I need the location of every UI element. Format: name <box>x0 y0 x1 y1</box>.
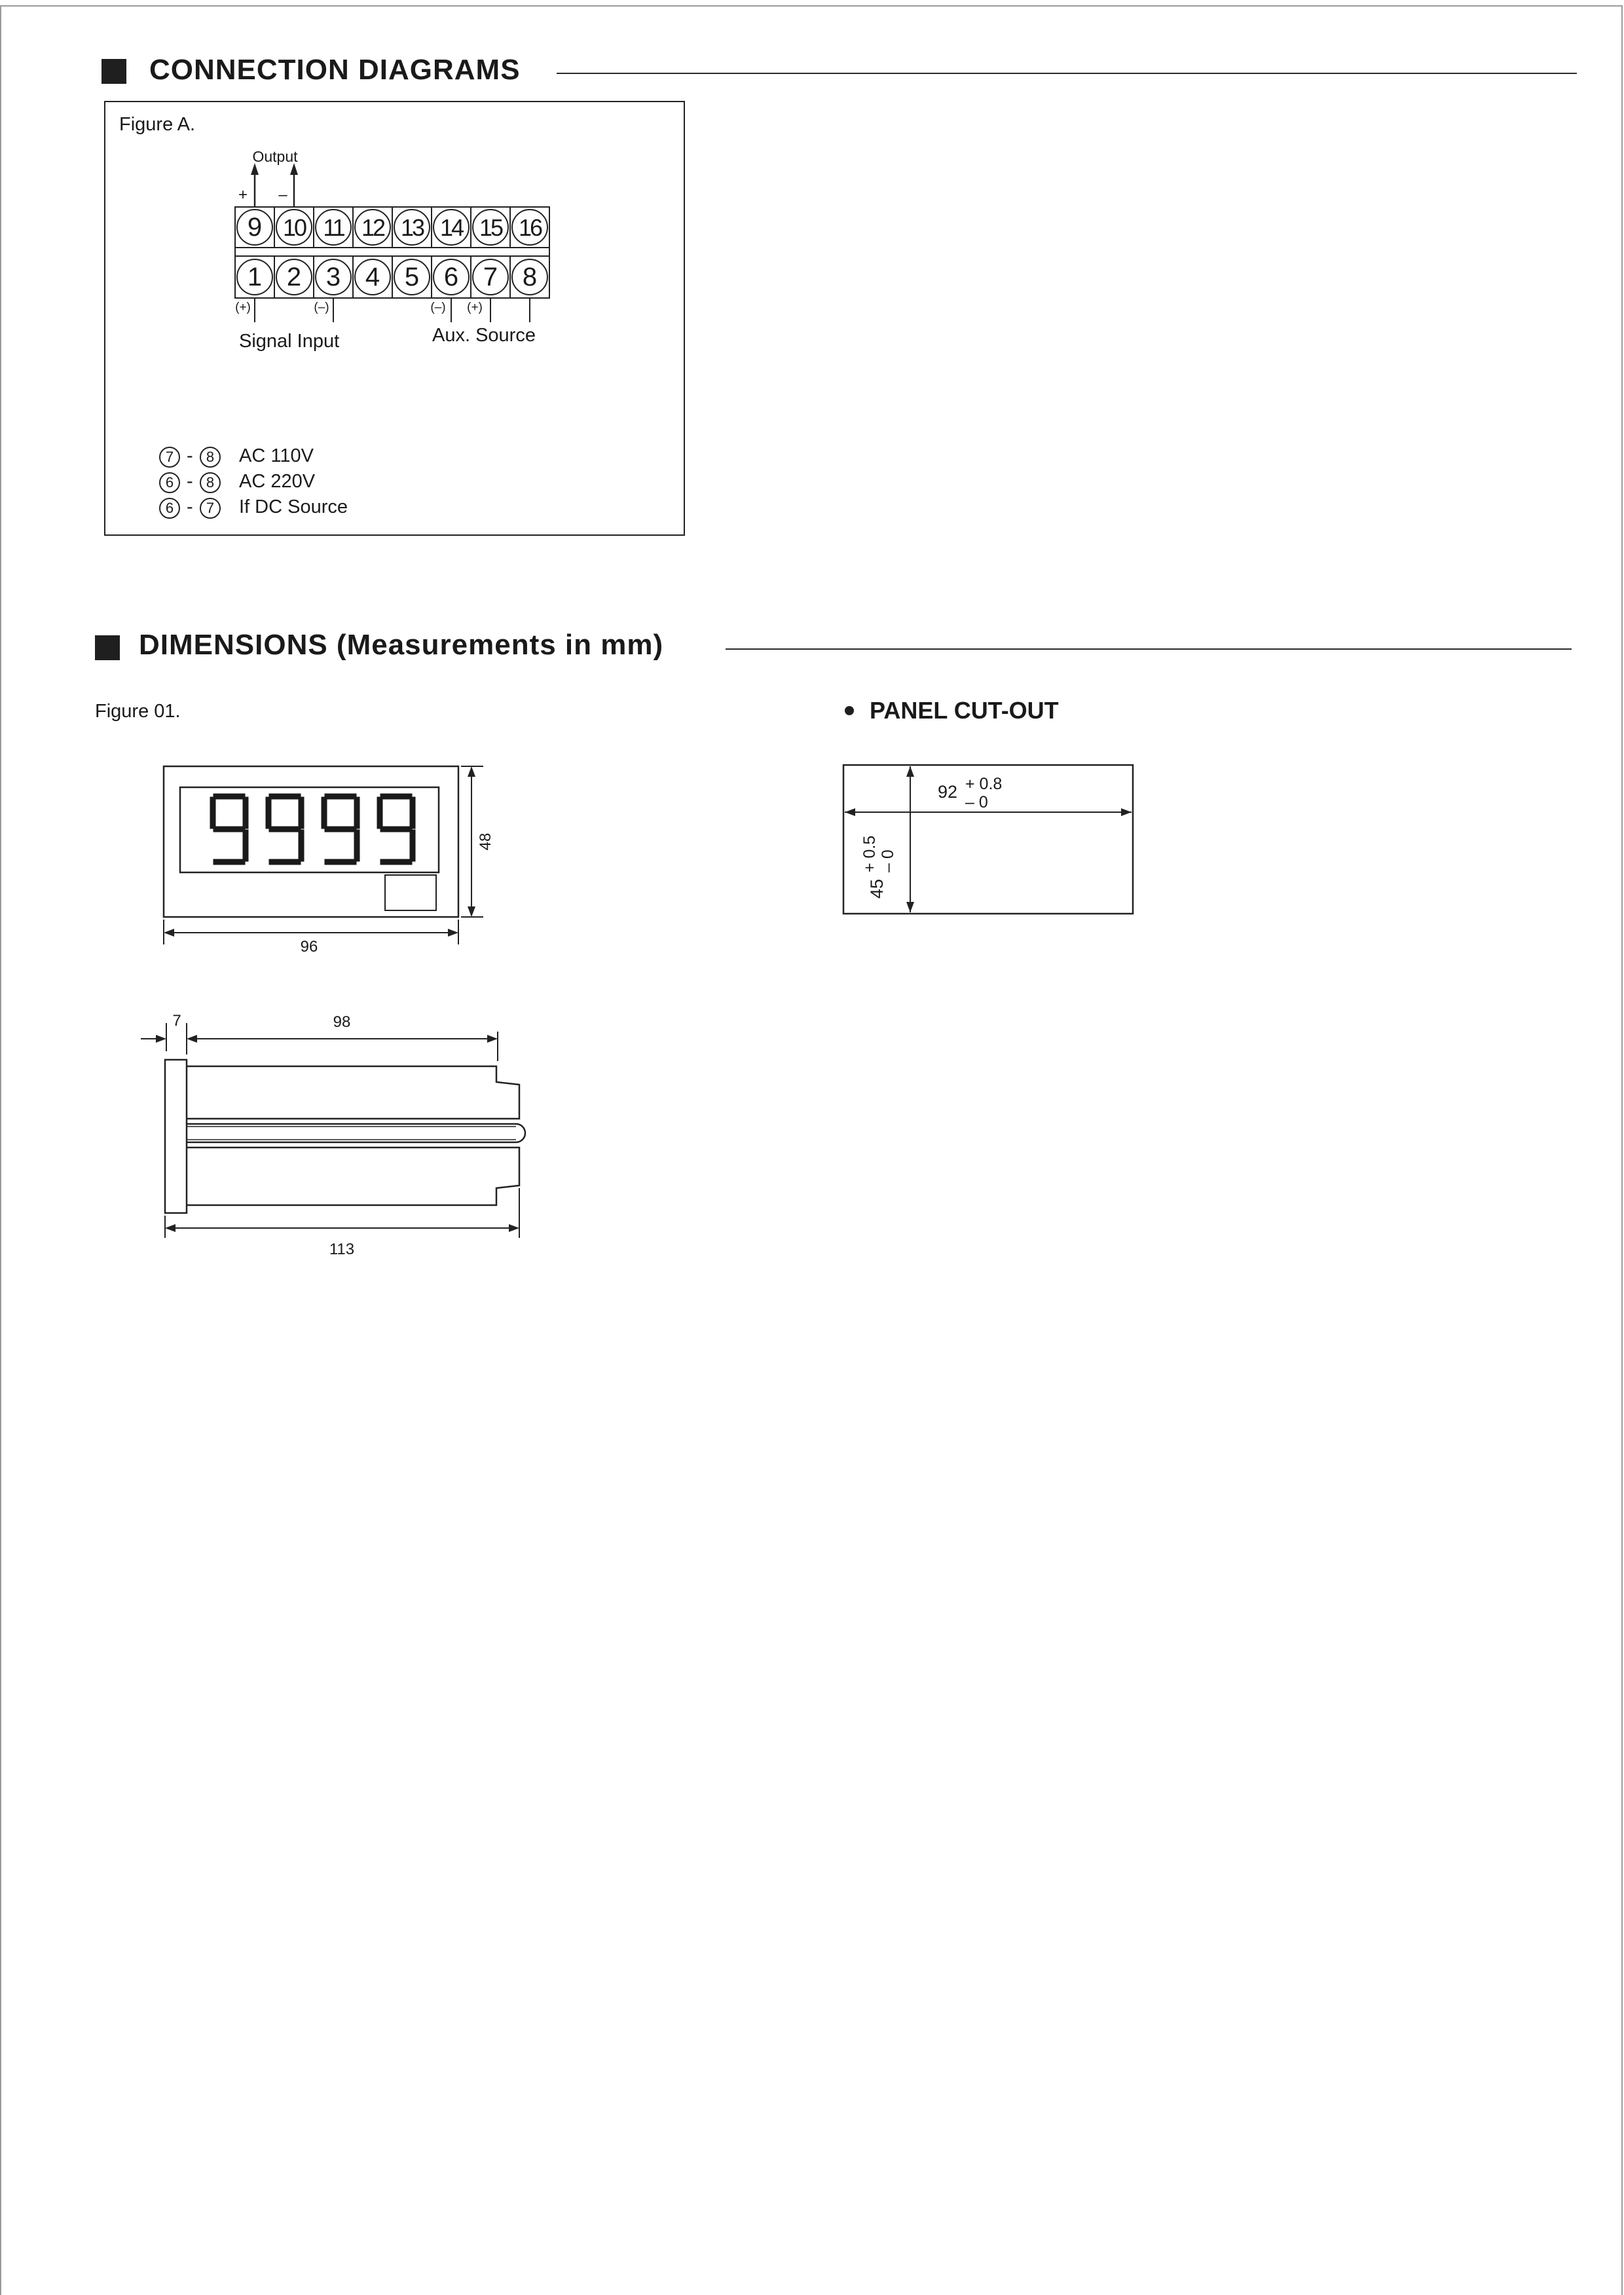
output-plus-sign: + <box>238 186 248 204</box>
terminal-16: 16 <box>518 214 542 241</box>
legend-dash: - <box>187 471 193 492</box>
connection-heading: CONNECTION DIAGRAMS <box>149 54 521 86</box>
legend-terminal-a: 7 <box>159 447 180 468</box>
display-digit <box>380 796 413 862</box>
cutout-height-tol-plus: + 0.5 <box>860 835 879 872</box>
terminal-block-diagram <box>223 141 563 364</box>
polarity-terminal-7: (+) <box>467 301 483 314</box>
connection-heading-rule <box>557 73 1577 74</box>
dim-total-113: 113 <box>329 1241 355 1258</box>
terminal-2: 2 <box>286 263 302 291</box>
polarity-terminal-3: (–) <box>314 301 329 314</box>
polarity-terminal-1: (+) <box>235 301 251 314</box>
output-label: Output <box>252 148 298 165</box>
terminal-6: 6 <box>443 263 459 291</box>
dim-bezel-7: 7 <box>172 1012 181 1030</box>
terminal-12: 12 <box>361 214 384 241</box>
terminal-15: 15 <box>479 214 502 241</box>
legend-dash: - <box>187 496 193 517</box>
legend-terminal-a: 6 <box>159 472 180 493</box>
legend-text: AC 220V <box>239 471 316 492</box>
section-marker <box>101 59 126 84</box>
cutout-width-tol-plus: + 0.8 <box>965 775 1003 793</box>
legend-terminal-b: 7 <box>200 498 221 519</box>
panel-cutout-heading: PANEL CUT-OUT <box>870 697 1059 724</box>
legend-terminal-b: 8 <box>200 472 221 493</box>
terminal-7: 7 <box>483 263 498 291</box>
dimensions-heading-rule <box>726 648 1572 650</box>
cutout-width-value: 92 <box>938 782 958 802</box>
polarity-terminal-6: (–) <box>430 301 446 314</box>
dim-height-48: 48 <box>477 832 494 851</box>
legend-terminal-b: 8 <box>200 447 221 468</box>
dimensions-heading: DIMENSIONS (Measurements in mm) <box>139 629 664 661</box>
display-digit <box>213 796 246 862</box>
terminal-11: 11 <box>323 214 344 241</box>
legend-terminal-a: 6 <box>159 498 180 519</box>
legend-dash: - <box>187 445 193 466</box>
legend-text: AC 110V <box>239 445 314 466</box>
terminal-5: 5 <box>404 263 420 291</box>
figure-a-label: Figure A. <box>119 114 196 135</box>
terminal-8: 8 <box>522 263 538 291</box>
terminal-13: 13 <box>400 214 424 241</box>
bullet-dot <box>845 706 854 715</box>
dim-depth-98: 98 <box>333 1013 351 1031</box>
terminal-14: 14 <box>439 214 463 241</box>
cutout-height-tol-minus: – 0 <box>879 849 897 872</box>
output-minus-sign: – <box>278 186 287 204</box>
section-marker <box>95 635 120 660</box>
terminal-1: 1 <box>247 263 263 291</box>
front-view-drawing <box>151 753 517 963</box>
terminal-10: 10 <box>282 214 306 241</box>
display-digit <box>268 796 301 862</box>
display-digit <box>324 796 357 862</box>
legend-text: If DC Source <box>239 496 348 517</box>
cutout-height-value: 45 <box>867 878 887 899</box>
dim-width-96: 96 <box>300 938 318 956</box>
terminal-9: 9 <box>247 213 263 242</box>
side-view-drawing <box>131 1002 550 1264</box>
figure-01-label: Figure 01. <box>95 701 181 722</box>
cutout-width-tol-minus: – 0 <box>965 793 988 812</box>
aux-source-label: Aux. Source <box>432 325 536 346</box>
terminal-3: 3 <box>325 263 341 291</box>
signal-input-label: Signal Input <box>239 331 340 352</box>
terminal-4: 4 <box>365 263 380 291</box>
panel-cutout-drawing <box>838 760 1139 924</box>
